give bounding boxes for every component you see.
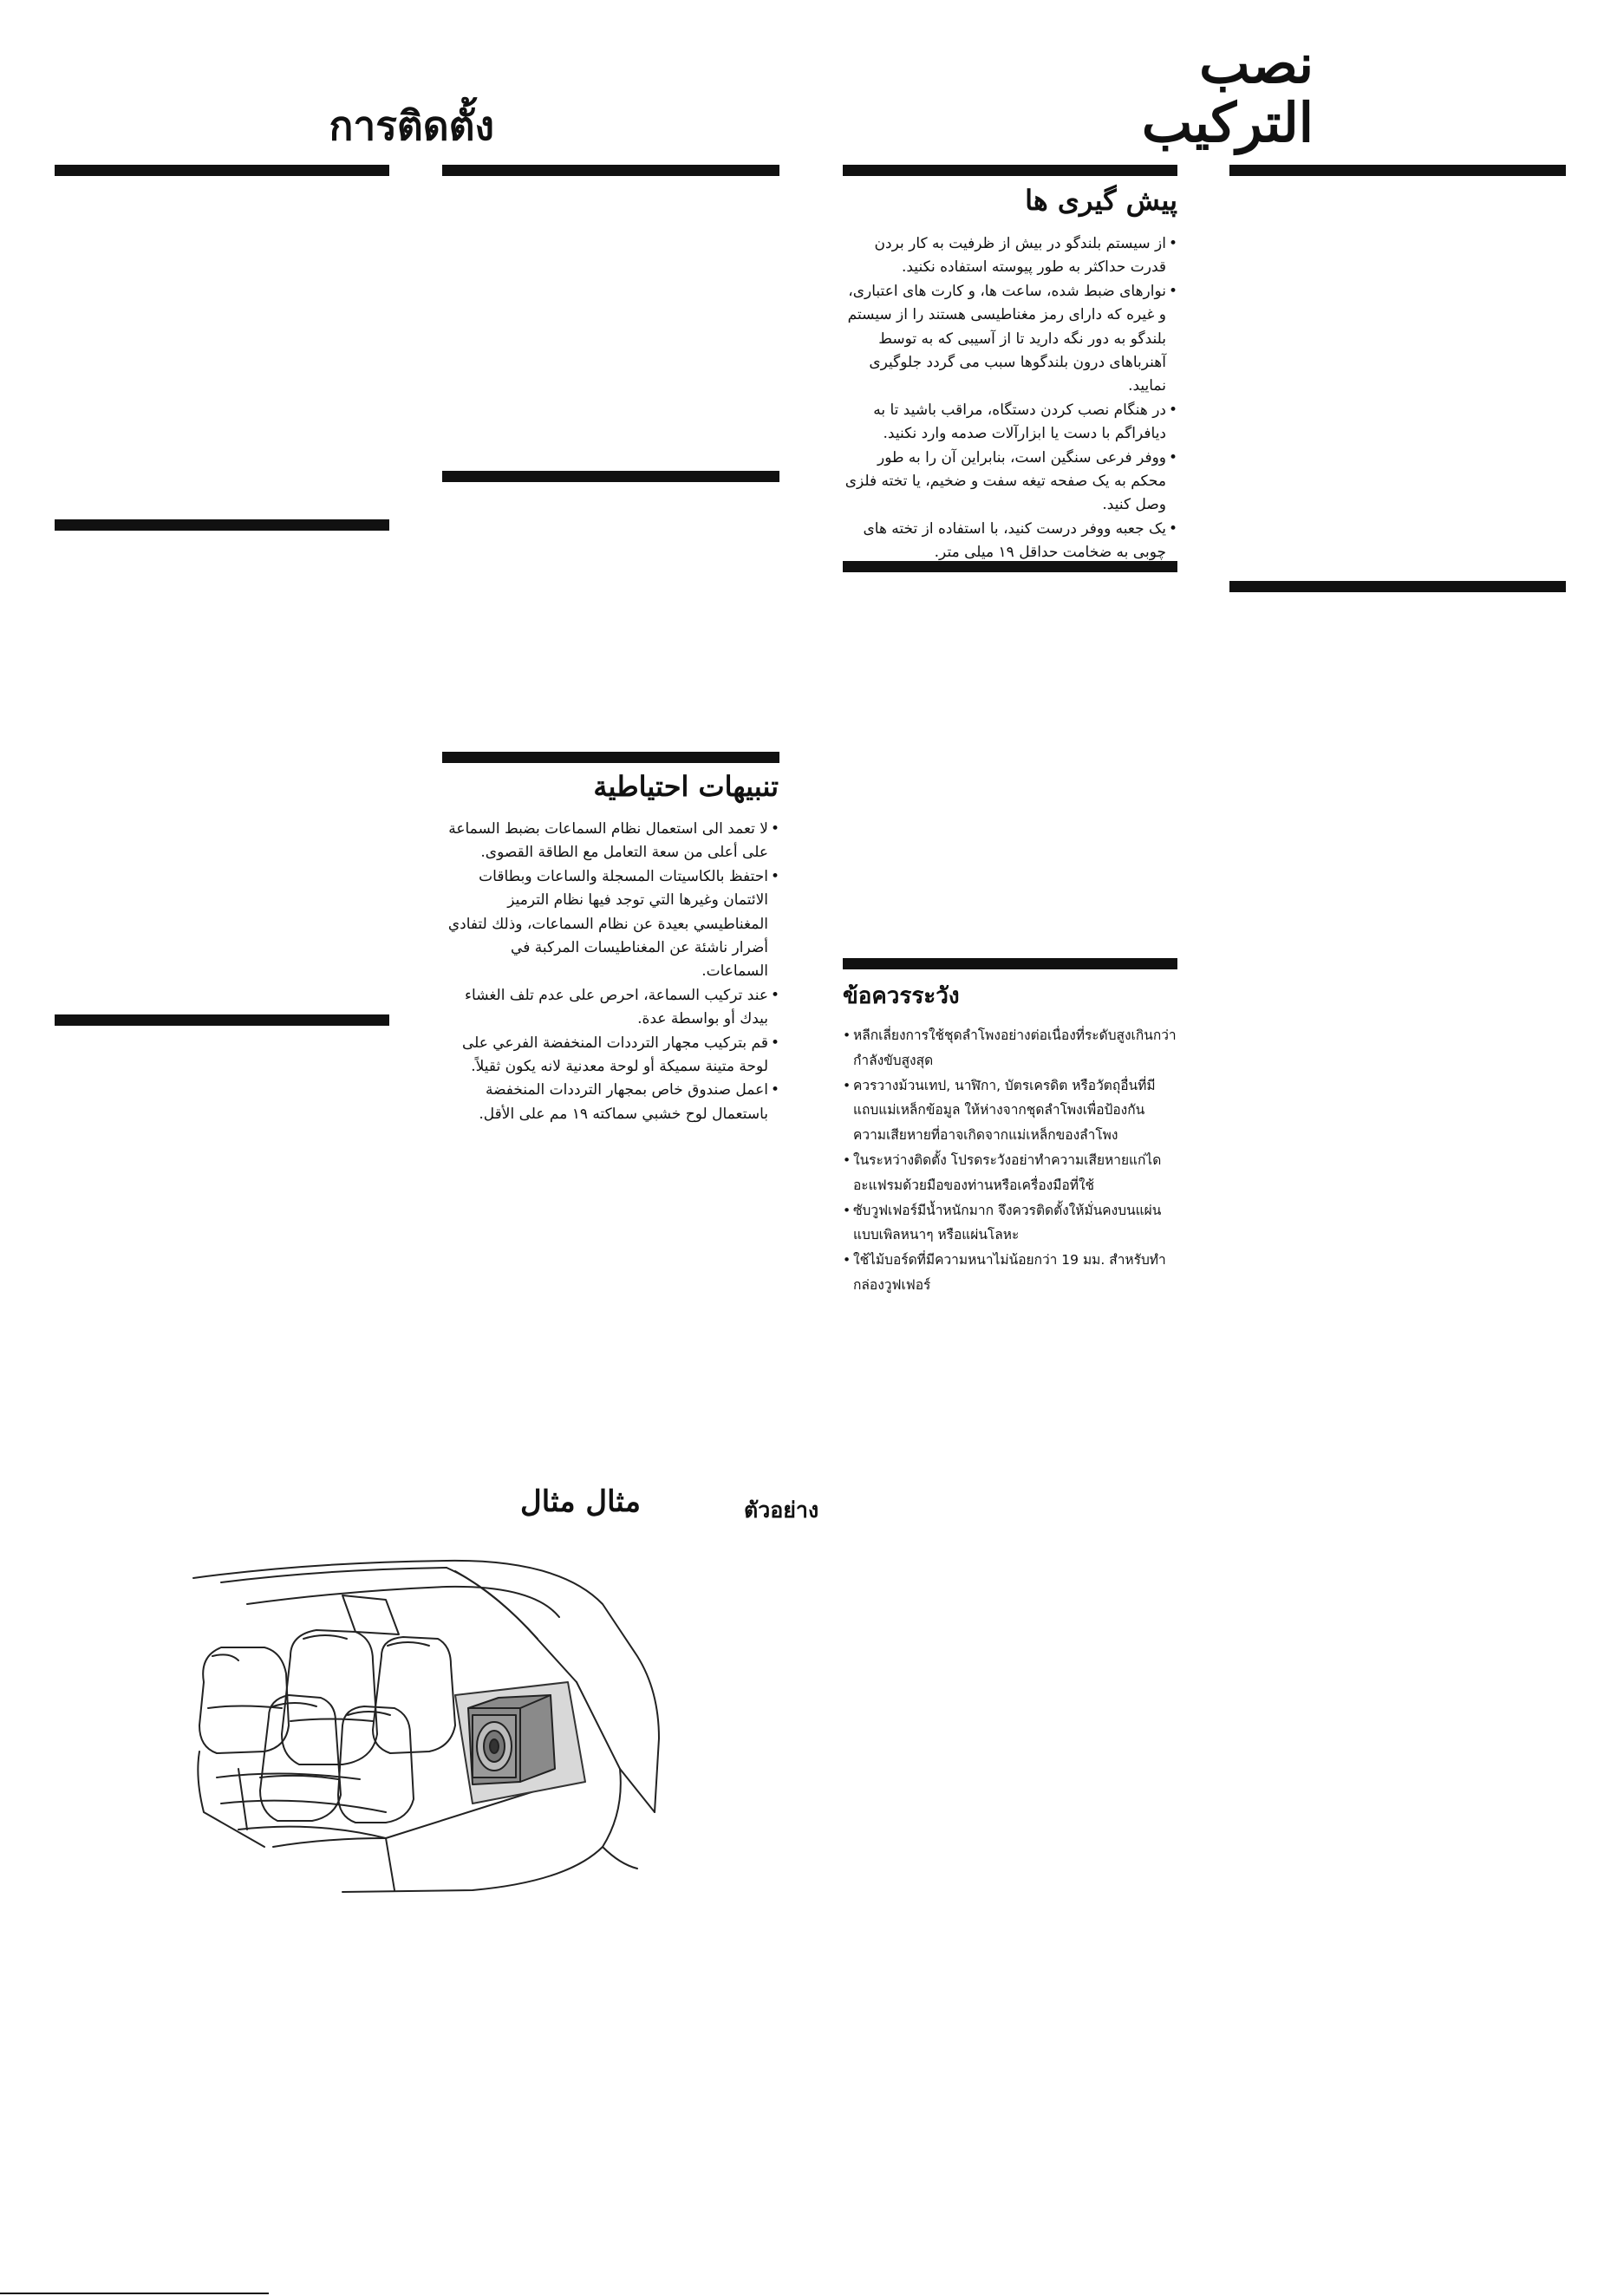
footer-rule [0,2293,269,2294]
column-rule [55,1014,389,1026]
list-item: • ووفر فرعی سنگین است، بنابراین آن را به طور محکم به یک صفحه تیغه سفت و ضخیم، یا تخته فلزی وصل کنید. [843,447,1177,518]
list-item: • ในระหว่างติดตั้ง โปรดระวังอย่าทำความเสียหายแก่ไดอะแฟรมด้วยมือของท่านหรือเครื่องมือที่ใช้ [843,1148,1177,1198]
column-rule [55,165,389,176]
list-item: • در هنگام نصب کردن دستگاه، مراقب باشید تا به دیافراگم با دست یا ابزارآلات صدمه وارد نکنید. [843,399,1177,447]
column-rule [1229,165,1566,176]
column-rule [1229,581,1566,592]
column-rule [55,519,389,531]
column-rule [843,958,1177,969]
column-rule [843,165,1177,176]
precautions-heading-persian: پیش گیری ها [1025,184,1177,217]
precautions-list-persian [843,232,1177,565]
list-item: • یک جعبه ووفر درست کنید، با استفاده از تخته های چوبی به ضخامت حداقل ۱۹ میلی متر. [843,518,1177,565]
list-item: • قم بتركيب مجهار الترددات المنخفضة الفرعي على لوحة متينة سميكة أو لوحة معدنية لانه يكون ثقيلاً. [442,1032,779,1080]
list-item: • احتفظ بالكاسيتات المسجلة والساعات وبطاقات الائتمان وغيرها التي توجد فيها نظام الترميز المغناطيسي بعيدة عن نظام السماعات، وذلك لتفادي أضرار ناشئة عن المغناطيسات المركبة في السماعات. [442,865,779,984]
column-rule [442,471,779,482]
list-item: • نوارهای ضبط شده، ساعت ها، و کارت های اعتباری، و غیره که دارای رمز مغناطیسی هستند را از سیستم بلندگو به دور نگه دارید تا از آسیبی که به توسط آهنرباهای درون بلندگوها سبب می گردد جلوگیری نمایید. [843,280,1177,399]
list-item: • اعمل صندوق خاص بمجهار الترددات المنخفضة باستعمال لوح خشبي سماكته ١٩ مم على الأقل. [442,1079,779,1126]
precautions-heading-arabic: تنبيهات احتياطية [593,770,779,803]
list-item: • ควรวางม้วนเทป, นาฬิกา, บัตรเครดิต หรือวัตถุอื่นที่มีแถบแม่เหล็กข้อมูล ให้ห่างจากชุดลำโพงเพื่อป้องกันความเสียหายที่อาจเกิดจากแม่เหล็กของลำโพง [843,1073,1177,1148]
example-label-arabic: مثال مثال [520,1484,641,1519]
list-item: • لا تعمد الى استعمال نظام السماعات بضبط السماعة على أعلى من سعة التعامل مع الطاقة القصوى. [442,818,779,865]
column-rule [442,752,779,763]
precautions-list-thai [843,1023,1177,1298]
precautions-list-arabic [442,818,779,1126]
column-rule [442,165,779,176]
list-item: • ใช้ไม้บอร์ดที่มีความหนาไม่น้อยกว่า 19 มม. สำหรับทำกล่องวูฟเฟอร์ [843,1248,1177,1298]
page-title-persian: نصب التركيب [1141,32,1314,155]
page-title-thai: การติดตั้ง [329,102,494,149]
list-item: • عند تركيب السماعة، احرص على عدم تلف الغشاء بيدك أو بواسطة عدة. [442,984,779,1032]
precautions-heading-thai: ข้อควรระวัง [843,983,960,1009]
list-item: • از سیستم بلندگو در بیش از ظرفیت به کار بردن قدرت حداکثر به طور پیوسته استفاده نکنید. [843,232,1177,280]
example-label-thai: ตัวอย่าง [744,1497,819,1523]
list-item: • หลีกเลี่ยงการใช้ชุดลำโพงอย่างต่อเนื่องที่ระดับสูงเกินกว่ากำลังขับสูงสุด [843,1023,1177,1073]
list-item: • ซับวูฟเฟอร์มีน้ำหนักมาก จึงควรติดตั้งให้มั่นคงบนแผ่นแบบเพิลหนาๆ หรือแผ่นโลหะ [843,1198,1177,1249]
car-interior-illustration [186,1552,663,1899]
